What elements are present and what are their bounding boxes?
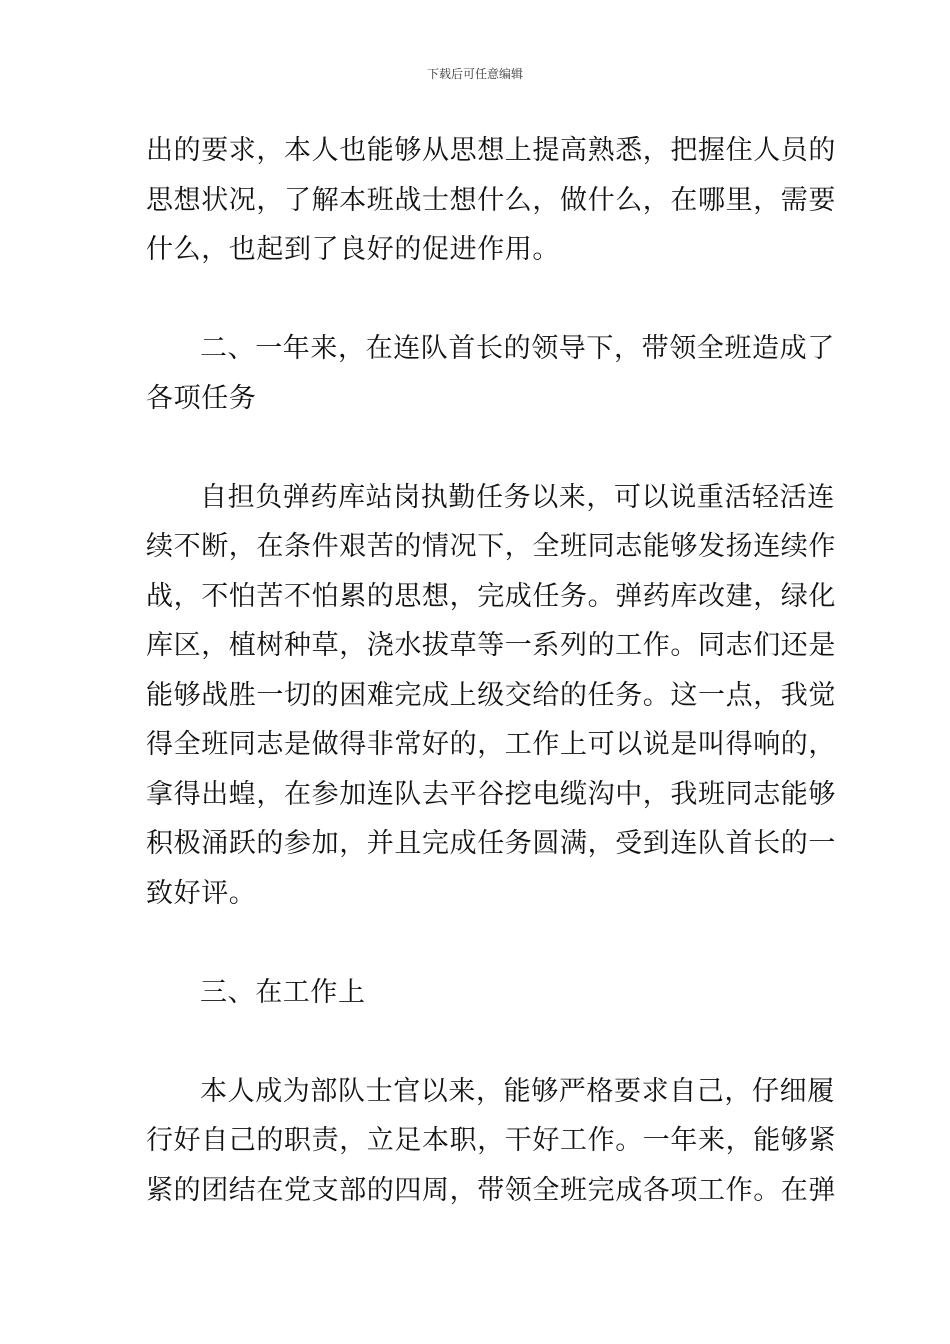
text-line: 紧的团结在党支部的四周，带领全班完成各项工作。在弹 (146, 1174, 836, 1206)
paragraph-gap (146, 275, 806, 325)
text-line: 库区，植树种草，浇水拔草等一系列的工作。同志们还是 (146, 630, 836, 661)
section-heading-2 (146, 324, 835, 423)
text-line: 战，不怕苦不怕累的思想，完成任务。弹药库改建，绿化 (146, 580, 836, 612)
paragraph-gap (146, 1017, 806, 1067)
text-line: 本人成为部队士官以来，能够严格要求自己，仔细履 (200, 1075, 835, 1107)
text-line: 能够战胜一切的困难完成上级交给的任务。这一点，我觉 (146, 679, 836, 711)
text-line: 二、一年来，在连队首长的领导下，带领全班造成了 (200, 333, 835, 364)
page-header-note: 下载后可任意编辑 (426, 67, 523, 81)
paragraph-continuation (146, 126, 836, 275)
paragraph-gap (146, 423, 806, 473)
text-line: 得全班同志是做得非常好的，工作上可以说是叫得响的， (146, 729, 836, 760)
text-line: 行好自己的职责，立足本职，干好工作。一年来，能够紧 (146, 1125, 836, 1156)
text-line: 续不断，在条件艰苦的情况下，全班同志能够发扬连续作 (146, 531, 836, 562)
text-line: 积极涌跃的参加，并且完成任务圆满，受到连队首长的一 (146, 828, 836, 859)
document-body (146, 126, 836, 1215)
text-line: 自担负弹药库站岗执勤任务以来，可以说重活轻活连 (200, 481, 835, 513)
text-line: 各项任务 (146, 382, 257, 414)
text-line: 出的要求，本人也能够从思想上提高熟悉，把握住人员的 (146, 135, 836, 166)
paragraph-section-2 (146, 473, 836, 919)
paragraph-section-3 (146, 1067, 836, 1216)
text-line: 致好评。 (146, 877, 257, 909)
text-line: 拿得出蝗，在参加连队去平谷挖电缆沟中，我班同志能够 (146, 778, 836, 810)
paragraph-gap (146, 918, 806, 968)
text-line: 三、在工作上 (200, 976, 366, 1008)
section-heading-3 (146, 968, 806, 1018)
text-line: 什么，也起到了良好的促进作用。 (146, 234, 560, 265)
text-line: 思想状况，了解本班战士想什么，做什么，在哪里，需要 (146, 184, 836, 216)
